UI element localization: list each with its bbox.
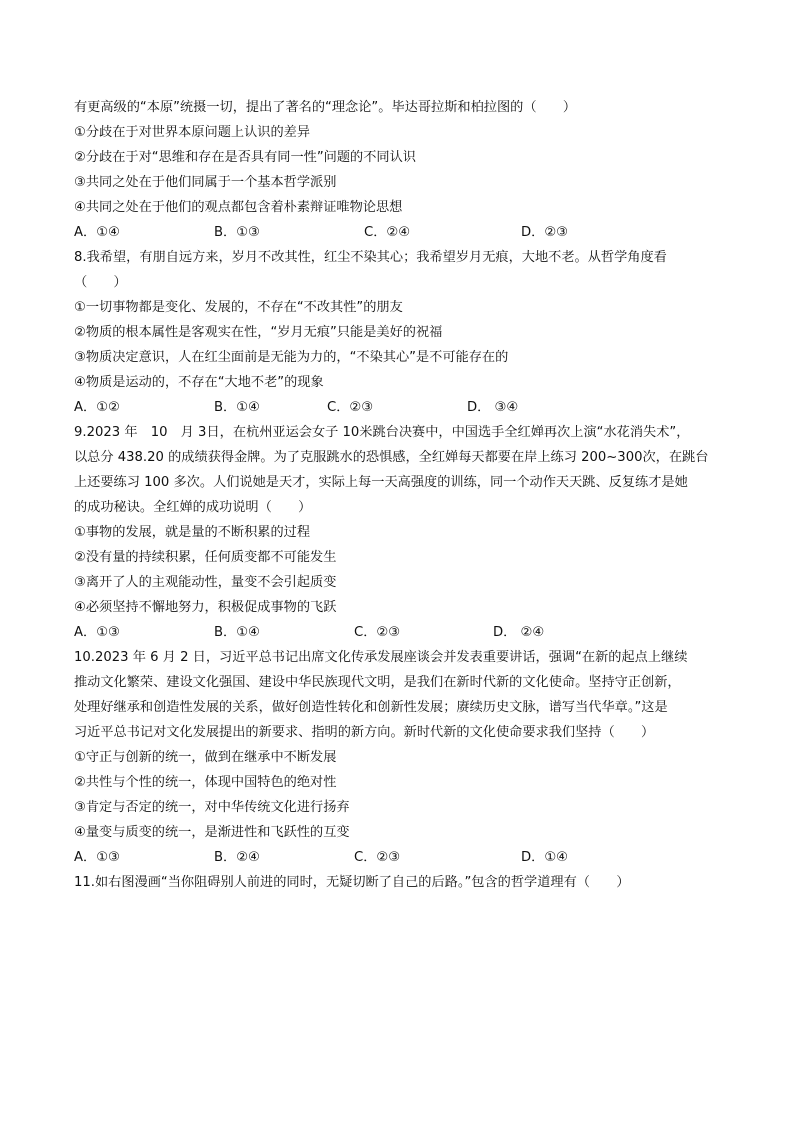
q7-option-c: C．②④ — [364, 225, 411, 240]
q7-option-d: D．②③ — [521, 225, 568, 240]
q7-choice-4: ④共同之处在于他们的观点都包含着朴素辩证唯物论思想 — [74, 200, 403, 215]
q8-option-d: D． ③④ — [467, 400, 519, 415]
q9-stem-3: 上还要练习 100 多次。人们说她是天才，实际上每一天高强度的训练，同一个动作天天跳、反复练才是她 — [74, 475, 688, 490]
q10-options — [74, 848, 734, 868]
q9-choice-4: ④必须坚持不懈地努力，积极促成事物的飞跃 — [74, 600, 337, 615]
q10-stem-2: 推动文化繁荣、建设文化强国、建设中华民族现代文明，是我们在新时代新的文化使命。坚持守正创新， — [74, 675, 681, 690]
q10-choice-2: ②共性与个性的统一，体现中国特色的绝对性 — [74, 775, 337, 790]
q10-option-b: B．②④ — [214, 850, 260, 865]
q8-stem-1: 8.我希望，有朋自远方来，岁月不改其性，红尘不染其心；我希望岁月无痕，大地不老。从哲学角度看 — [74, 250, 667, 265]
q10-choice-3: ③肯定与否定的统一，对中华传统文化进行扬弃 — [74, 800, 350, 815]
q9-options — [74, 623, 734, 643]
q9-stem-4: 的成功秘诀。全红婵的成功说明（ ） — [74, 500, 312, 515]
q8-choice-2: ②物质的根本属性是客观实在性，“岁月无痕”只能是美好的祝福 — [74, 325, 443, 340]
q8-options — [74, 398, 734, 418]
q9-option-a: A．①③ — [74, 625, 120, 640]
q7-choice-1: ①分歧在于对世界本原问题上认识的差异 — [74, 125, 311, 140]
q10-option-d: D．①④ — [521, 850, 568, 865]
q9-stem-1: 9.2023 年 10 月 3日，在杭州亚运会女子 10米跳台决赛中，中国选手全红婵再次上演“水花消失术”， — [74, 425, 690, 440]
q8-option-a: A．①② — [74, 400, 120, 415]
q11-stem: 11.如右图漫画“当你阻碍别人前进的同时，无疑切断了自己的后路。”包含的哲学道理有（ ） — [74, 875, 630, 890]
q9-choice-2: ②没有量的持续积累，任何质变都不可能发生 — [74, 550, 337, 565]
q8-stem-2: （ ） — [74, 275, 127, 290]
q7-choice-3: ③共同之处在于他们同属于一个基本哲学派别 — [74, 175, 337, 190]
q9-option-b: B．①④ — [214, 625, 260, 640]
q7-stem-end: 有更高级的“本原”统摄一切，提出了著名的“理念论”。毕达哥拉斯和柏拉图的（ ） — [74, 100, 577, 115]
q10-option-a: A．①③ — [74, 850, 120, 865]
q7-option-b: B．①③ — [214, 225, 260, 240]
q7-option-a: A．①④ — [74, 225, 120, 240]
q10-choice-1: ①守正与创新的统一，做到在继承中不断发展 — [74, 750, 337, 765]
q8-option-c: C．②③ — [327, 400, 374, 415]
q10-stem-3: 处理好继承和创造性发展的关系，做好创造性转化和创新性发展；赓续历史文脉，谱写当代华章。”这是 — [74, 700, 668, 715]
q9-stem-2: 以总分 438.20 的成绩获得金牌。为了克服跳水的恐惧感，全红婵每天都要在岸上练习 200~300次，在跳台 — [74, 450, 709, 465]
q8-choice-3: ③物质决定意识，人在红尘面前是无能为力的，“不染其心”是不可能存在的 — [74, 350, 509, 365]
q7-options — [74, 223, 734, 243]
q9-option-c: C．②③ — [354, 625, 401, 640]
q8-choice-4: ④物质是运动的，不存在“大地不老”的现象 — [74, 375, 324, 390]
q8-choice-1: ①一切事物都是变化、发展的，不存在“不改其性”的朋友 — [74, 300, 403, 315]
q10-option-c: C．②③ — [354, 850, 401, 865]
q10-stem-1: 10.2023 年 6 月 2 日，习近平总书记出席文化传承发展座谈会并发表重要讲话，强调“在新的起点上继续 — [74, 650, 688, 665]
q8-option-b: B．①④ — [214, 400, 260, 415]
q9-choice-3: ③离开了人的主观能动性，量变不会引起质变 — [74, 575, 337, 590]
q10-stem-4: 习近平总书记对文化发展提出的新要求、指明的新方向。新时代新的文化使命要求我们坚持（ ） — [74, 725, 655, 740]
q10-choice-4: ④量变与质变的统一，是渐进性和飞跃性的互变 — [74, 825, 350, 840]
q9-choice-1: ①事物的发展，就是量的不断积累的过程 — [74, 525, 311, 540]
q7-choice-2: ②分歧在于对“思维和存在是否具有同一性”问题的不同认识 — [74, 150, 416, 165]
q9-option-d: D． ②④ — [493, 625, 545, 640]
